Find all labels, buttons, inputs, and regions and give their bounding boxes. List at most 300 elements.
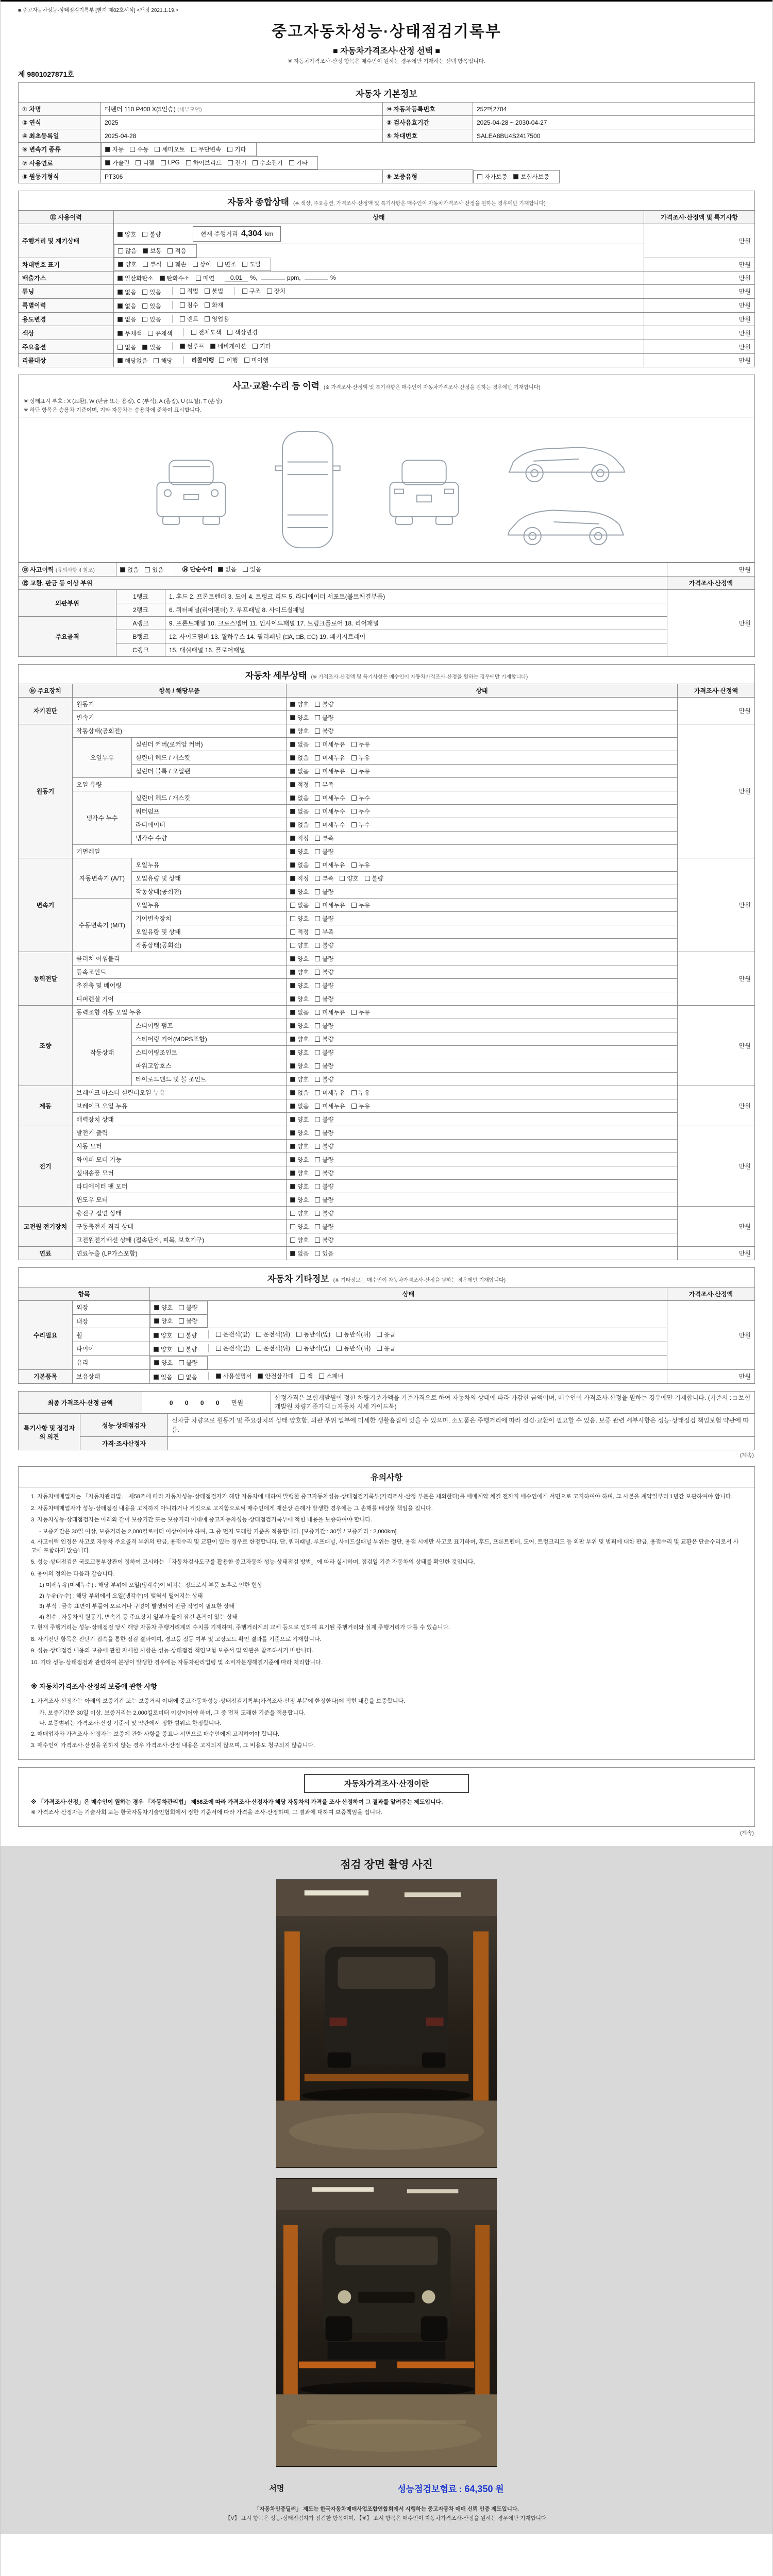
checkbox-양호[interactable]: 양호 [290, 1169, 309, 1177]
checkbox-box [290, 809, 295, 814]
checkbox-렌트[interactable]: 렌트 [180, 315, 198, 323]
checkbox-색상변경[interactable]: 색상변경 [227, 328, 257, 336]
checkbox-양호[interactable]: 양호 [290, 1156, 309, 1164]
checkbox-미세누유[interactable]: 미세누유 [315, 861, 345, 869]
checkbox-누유[interactable]: 누유 [351, 767, 370, 775]
price-cell: 만원 [644, 258, 755, 272]
checkbox-box [315, 996, 320, 1002]
checkbox-box [242, 262, 247, 267]
item-label: 스티어링 기어(MDPS포함) [132, 1032, 287, 1046]
checkbox-없음[interactable]: 없음 [117, 288, 136, 296]
checkbox-해당[interactable]: 해당 [154, 357, 172, 365]
checkbox-양호[interactable]: 양호 [154, 1331, 172, 1340]
checkbox-불량[interactable]: 불량 [179, 1359, 197, 1367]
checkbox-동반석(앞)[interactable]: 동반석(앞) [296, 1344, 330, 1352]
usage-change-label: 용도변경 [19, 312, 114, 326]
checkbox-없음[interactable]: 없음 [290, 821, 309, 829]
checkbox-기타[interactable]: 기타 [227, 145, 246, 154]
checkbox-불량[interactable]: 불량 [315, 1156, 333, 1164]
detail-state-table [18, 684, 755, 1260]
appraiser-label: 가격·조사산정자 [80, 1437, 168, 1450]
checkbox-적음[interactable]: 적음 [167, 247, 186, 255]
checkbox-응급[interactable]: 응급 [377, 1344, 395, 1352]
checkbox-운전석(뒤)[interactable]: 운전석(뒤) [256, 1330, 290, 1338]
checkbox-도말[interactable]: 도말 [242, 260, 261, 268]
checkbox-불량[interactable]: 불량 [315, 1236, 333, 1244]
checkbox-부식[interactable]: 부식 [143, 260, 161, 268]
checkbox-불량[interactable]: 불량 [179, 1303, 197, 1312]
checkbox-스패너[interactable]: 스패너 [319, 1372, 343, 1380]
checkbox-불량[interactable]: 불량 [315, 848, 333, 856]
notice-list [19, 1487, 754, 1676]
subtitle-note: ※ 자동차가격조사·산정 항목은 매수인이 원하는 경우에만 기재하는 선택 항목입니다. [288, 58, 485, 64]
checkbox-없음[interactable]: 없음 [290, 861, 309, 869]
price-cell: 만원 [678, 1086, 755, 1126]
checkbox-미세누수[interactable]: 미세누수 [315, 807, 345, 816]
checkbox-미세누유[interactable]: 미세누유 [315, 1102, 345, 1110]
checkbox-자동[interactable]: 자동 [105, 145, 124, 154]
checkbox-box [290, 1077, 295, 1082]
checkbox-부족[interactable]: 부족 [315, 928, 333, 936]
checkbox-양호[interactable]: 양호 [290, 995, 309, 1003]
checkbox-일산화탄소[interactable]: 일산화탄소 [117, 274, 154, 282]
price-cell: 만원 [644, 340, 755, 354]
checkbox-box [315, 1090, 320, 1095]
detail-row [19, 1019, 755, 1032]
detail-row [19, 791, 755, 805]
checkbox-불량[interactable]: 불량 [315, 1169, 333, 1177]
checkbox-box [315, 782, 320, 787]
row-color [19, 326, 755, 340]
checkbox-box [178, 1333, 183, 1338]
checkbox-자가보증[interactable]: 자가보증 [477, 173, 507, 181]
checkbox-양호[interactable]: 양호 [290, 1129, 309, 1137]
checkbox-있음[interactable]: 있음 [154, 1373, 172, 1381]
checkbox-유채색[interactable]: 유채색 [148, 329, 172, 337]
checkbox-없음[interactable]: 없음 [290, 1102, 309, 1110]
checkbox-훼손[interactable]: 훼손 [167, 260, 186, 268]
checkbox-box [290, 916, 295, 921]
notice-item: 1. 가격조사·산정자는 아래의 보증기간 또는 보증거리 이내에 중고자동차성능·상태점검기록부(가격조사·산정 부분에 한정한다)에 적힌 내용을 보증합니다. [31, 1698, 406, 1705]
checkbox-양호[interactable]: 양호 [154, 1303, 173, 1312]
checkbox-box [290, 943, 295, 948]
section-accident-title: 사고·교환·수리 등 이력 (※ 가격조사·산정액 및 특기사항은 매수인이 자동차가격조사·산정을 원하는 경우에만 기재합니다) [18, 375, 755, 394]
checkbox-운전석(앞)[interactable]: 운전석(앞) [216, 1330, 250, 1338]
checkbox-양호[interactable]: 양호 [290, 1209, 309, 1217]
checkbox-기타[interactable]: 기타 [253, 342, 271, 350]
checkbox-양호[interactable]: 양호 [290, 1115, 309, 1124]
checkbox-응급[interactable]: 응급 [377, 1330, 395, 1338]
checkbox-box [290, 1117, 295, 1122]
checkbox-탄화수소[interactable]: 탄화수소 [160, 274, 190, 282]
item-label: 배력장치 상태 [73, 1113, 287, 1126]
checkbox-양호[interactable]: 양호 [290, 941, 309, 950]
checkbox-누유[interactable]: 누유 [351, 1008, 370, 1016]
checkbox-부족[interactable]: 부족 [315, 834, 333, 842]
device-group-label: 조향 [19, 1006, 73, 1086]
checkbox-불량[interactable]: 불량 [315, 700, 333, 708]
checkbox-누수[interactable]: 누수 [351, 821, 370, 829]
checkbox-구조[interactable]: 구조 [242, 287, 261, 295]
checkbox-불량[interactable]: 불량 [178, 1331, 197, 1340]
notice-subitem: 4) 침수 : 자동차의 원동기, 변속기 등 주요장치 일부가 물에 잠긴 흔적이 있는 상태 [39, 1614, 238, 1620]
detail-row [19, 724, 755, 738]
checkbox-수동[interactable]: 수동 [130, 145, 148, 154]
checkbox-동반석(뒤)[interactable]: 동반석(뒤) [337, 1330, 371, 1338]
state-options [287, 858, 678, 872]
checkbox-동반석(뒤)[interactable]: 동반석(뒤) [337, 1344, 371, 1352]
item-label: 기어변속장치 [132, 912, 287, 925]
checkbox-양호[interactable]: 양호 [154, 1317, 173, 1325]
checkbox-불량[interactable]: 불량 [315, 995, 333, 1003]
checkbox-box [117, 276, 123, 281]
checkbox-양호[interactable]: 양호 [340, 874, 358, 883]
price-appraisal-info-title: 자동차가격조사·산정이란 [304, 1774, 469, 1793]
checkbox-누유[interactable]: 누유 [351, 754, 370, 762]
checkbox-양호[interactable]: 양호 [290, 1223, 309, 1231]
checkbox-있음[interactable]: 있음 [315, 1249, 333, 1258]
item-label: 실린더 헤드 / 개스킷 [132, 791, 287, 805]
row-appraiser-remarks [19, 1437, 755, 1450]
glass-options [150, 1356, 208, 1369]
checkbox-box [290, 876, 295, 881]
checkbox-있음[interactable]: 있음 [142, 315, 161, 324]
state-options [287, 885, 678, 899]
checkbox-네비게이션[interactable]: 네비게이션 [210, 342, 246, 350]
checkbox-양호[interactable]: 양호 [290, 1022, 309, 1030]
checkbox-있음[interactable]: 있음 [142, 302, 161, 310]
checkbox-없음[interactable]: 없음 [290, 754, 309, 762]
checkbox-없음[interactable]: 없음 [120, 566, 139, 574]
checkbox-무단변속[interactable]: 무단변속 [191, 145, 221, 154]
checkbox-불량[interactable]: 불량 [315, 955, 333, 963]
checkbox-변조[interactable]: 변조 [217, 260, 236, 268]
checkbox-box [351, 903, 357, 908]
checkbox-없음[interactable]: 없음 [117, 302, 136, 310]
checkbox-없음[interactable]: 없음 [178, 1373, 197, 1381]
state-options [287, 1086, 678, 1099]
item-label: 클러치 어셈블리 [73, 952, 287, 965]
price-cell: 만원 [667, 563, 755, 577]
state-options [287, 1247, 678, 1260]
checkbox-가솔린[interactable]: 가솔린 [105, 159, 129, 167]
vin-mark-label: 차대번호 표기 [19, 258, 114, 272]
checkbox-box [315, 916, 320, 921]
checkbox-box [296, 1346, 301, 1351]
checkbox-box [117, 303, 123, 309]
checkbox-양호[interactable]: 양호 [117, 230, 136, 239]
checkbox-미세누유[interactable]: 미세누유 [315, 767, 345, 775]
checkbox-디젤[interactable]: 디젤 [136, 159, 154, 167]
checkbox-양호[interactable]: 양호 [290, 848, 309, 856]
checkbox-box [117, 317, 123, 322]
item-label: 실린더 블록 / 오일팬 [132, 765, 287, 778]
checkbox-미이행[interactable]: 미이행 [244, 356, 268, 364]
checkbox-box [315, 822, 320, 827]
checkbox-안전삼각대[interactable]: 안전삼각대 [258, 1372, 294, 1380]
state-options [287, 1153, 678, 1166]
checkbox-양호[interactable]: 양호 [290, 1075, 309, 1083]
checkbox-box [377, 1346, 382, 1351]
item-label: 타이로드엔드 및 볼 조인트 [132, 1073, 287, 1086]
checkbox-box [315, 1144, 320, 1149]
checkbox-세미오토[interactable]: 세미오토 [155, 145, 184, 154]
checkbox-누유[interactable]: 누유 [351, 1089, 370, 1097]
checkbox-불량[interactable]: 불량 [315, 1129, 333, 1137]
checkbox-없음[interactable]: 없음 [290, 794, 309, 802]
checkbox-box [243, 567, 248, 572]
checkbox-적정[interactable]: 적정 [290, 781, 309, 789]
checkbox-불량[interactable]: 불량 [315, 1022, 333, 1030]
checkbox-없음[interactable]: 없음 [290, 740, 309, 749]
model-year-value: 2025 [101, 116, 383, 129]
checkbox-box [315, 889, 320, 894]
price-cell: 만원 [678, 724, 755, 858]
checkbox-전기[interactable]: 전기 [228, 159, 246, 167]
checkbox-침수[interactable]: 침수 [180, 301, 198, 309]
checkbox-불량[interactable]: 불량 [315, 1182, 333, 1191]
checkbox-적정[interactable]: 적정 [290, 834, 309, 842]
checkbox-불량[interactable]: 불량 [315, 888, 333, 896]
checkbox-box [205, 289, 210, 294]
checkbox-화재[interactable]: 화재 [205, 301, 223, 309]
checkbox-불량[interactable]: 불량 [315, 968, 333, 976]
checkbox-box [290, 1010, 295, 1015]
checkbox-box [315, 1050, 320, 1055]
checkbox-장치[interactable]: 장치 [267, 287, 285, 295]
checkbox-불량[interactable]: 불량 [315, 1196, 333, 1204]
checkbox-양호[interactable]: 양호 [118, 260, 137, 268]
checkbox-무채색[interactable]: 무채색 [117, 329, 142, 337]
checkbox-box [351, 822, 357, 827]
state-options [287, 872, 678, 885]
item-label: 구동축전지 격리 상태 [73, 1220, 287, 1233]
checkbox-썬루프[interactable]: 썬루프 [180, 342, 204, 350]
checkbox-미세누유[interactable]: 미세누유 [315, 740, 345, 749]
checkbox-없음[interactable]: 없음 [290, 1008, 309, 1016]
state-options [287, 805, 678, 818]
state-options [287, 952, 678, 965]
checkbox-적정[interactable]: 적정 [290, 928, 309, 936]
device-group-label: 동력전달 [19, 952, 73, 1006]
checkbox-없음[interactable]: 없음 [290, 901, 309, 909]
checkbox-box [148, 331, 153, 336]
checkbox-미세누유[interactable]: 미세누유 [315, 1089, 345, 1097]
checkbox-양호[interactable]: 양호 [290, 727, 309, 735]
checkbox-양호[interactable]: 양호 [154, 1359, 173, 1367]
transmission-options [101, 143, 257, 156]
checkbox-부족[interactable]: 부족 [315, 874, 333, 883]
checkbox-양호[interactable]: 양호 [290, 1048, 309, 1057]
checkbox-양호[interactable]: 양호 [290, 1142, 309, 1150]
checkbox-매연[interactable]: 매연 [196, 274, 214, 282]
checkbox-불량[interactable]: 불량 [315, 1223, 333, 1231]
checkbox-box [315, 956, 320, 961]
checkbox-box [365, 876, 370, 881]
checkbox-없음[interactable]: 없음 [290, 1249, 309, 1258]
col-price: 가격조사·산정액 및 특기사항 [644, 211, 755, 224]
checkbox-기타[interactable]: 기타 [289, 159, 308, 167]
checkbox-미세누수[interactable]: 미세누수 [315, 794, 345, 802]
checkbox-없음[interactable]: 없음 [290, 807, 309, 816]
checkbox-없음[interactable]: 없음 [218, 565, 237, 573]
item-label: 워터펌프 [132, 805, 287, 818]
checkbox-불량[interactable]: 불량 [315, 1142, 333, 1150]
checkbox-누수[interactable]: 누수 [351, 807, 370, 816]
final-price-label: 최종 가격조사·산정 금액 [19, 1391, 142, 1414]
checkbox-양호[interactable]: 양호 [290, 1062, 309, 1070]
notice-subitem: 2) 누유(누수) : 해당 부위에서 오일(냉각수)이 맺혀서 떨어지는 상태 [39, 1592, 203, 1599]
checkbox-box [315, 715, 320, 720]
checkbox-양호[interactable]: 양호 [290, 968, 309, 976]
state-options [287, 1059, 678, 1073]
checkbox-LPG[interactable]: LPG [161, 160, 180, 166]
checkbox-이행[interactable]: 이행 [219, 356, 238, 364]
checkbox-있음[interactable]: 있음 [142, 343, 161, 351]
checkbox-불량[interactable]: 불량 [315, 1048, 333, 1057]
checkbox-양호[interactable]: 양호 [290, 888, 309, 896]
checkbox-box [351, 1090, 357, 1095]
checkbox-부족[interactable]: 부족 [315, 781, 333, 789]
checkbox-누수[interactable]: 누수 [351, 794, 370, 802]
checkbox-양호[interactable]: 양호 [290, 1182, 309, 1191]
checkbox-양호[interactable]: 양호 [290, 714, 309, 722]
checkbox-없음[interactable]: 없음 [117, 343, 136, 351]
checkbox-양호[interactable]: 양호 [290, 914, 309, 923]
checkbox-해당없음[interactable]: 해당없음 [117, 357, 147, 365]
col-item: 항목 / 해당부품 [73, 684, 287, 698]
checkbox-없음[interactable]: 없음 [290, 1089, 309, 1097]
checkbox-미세누유[interactable]: 미세누유 [315, 754, 345, 762]
interior-options [150, 1314, 208, 1328]
checkbox-불법[interactable]: 불법 [205, 287, 223, 295]
checkbox-양호[interactable]: 양호 [290, 1196, 309, 1204]
checkbox-불량[interactable]: 불량 [315, 727, 333, 735]
checkbox-box [216, 1374, 221, 1379]
checkbox-box [290, 1037, 295, 1042]
checkbox-누유[interactable]: 누유 [351, 861, 370, 869]
recall-label: 리콜대상 [19, 354, 114, 367]
item-label: 고전원전기배선 상태 (접속단자, 피복, 보호기구) [73, 1233, 287, 1247]
item-label: 오일유량 및 상태 [132, 872, 287, 885]
checkbox-하이브리드[interactable]: 하이브리드 [186, 159, 222, 167]
checkbox-있음[interactable]: 있음 [145, 566, 163, 574]
checkbox-수소전기[interactable]: 수소전기 [253, 159, 282, 167]
checkbox-불량[interactable]: 불량 [315, 1062, 333, 1070]
checkbox-box [315, 769, 320, 774]
checkbox-양호[interactable]: 양호 [290, 955, 309, 963]
checkbox-box [290, 849, 295, 854]
checkbox-운전석(뒤)[interactable]: 운전석(뒤) [256, 1344, 290, 1352]
checkbox-불량[interactable]: 불량 [315, 981, 333, 990]
checkbox-보통[interactable]: 보통 [143, 247, 161, 255]
checkbox-불량[interactable]: 불량 [315, 1075, 333, 1083]
checkbox-불량[interactable]: 불량 [142, 230, 161, 239]
photo-1-graphic [276, 1879, 497, 2168]
checkbox-잭[interactable]: 잭 [300, 1372, 313, 1380]
document-number: 제 9801027871호 [18, 70, 74, 78]
checkbox-많음[interactable]: 많음 [118, 247, 137, 255]
checkbox-불량[interactable]: 불량 [315, 914, 333, 923]
checkbox-미세누유[interactable]: 미세누유 [315, 1008, 345, 1016]
detail-row [19, 858, 755, 872]
checkbox-적법[interactable]: 적법 [180, 287, 198, 295]
checkbox-불량[interactable]: 불량 [365, 874, 383, 883]
checkbox-있음[interactable]: 있음 [142, 288, 161, 296]
footer-notes [1, 2499, 772, 2528]
checkbox-불량[interactable]: 불량 [179, 1317, 197, 1325]
checkbox-누유[interactable]: 누유 [351, 1102, 370, 1110]
device-subgroup-label: 자동변속기 (A/T) [73, 858, 132, 899]
detail-row [19, 1126, 755, 1140]
checkbox-불량[interactable]: 불량 [315, 941, 333, 950]
rank-items: 12. 사이드멤버 13. 휠하우스 14. 필러패널 (□A, □B, □C) 19. 패키지트레이 [165, 630, 667, 643]
checkbox-box [253, 344, 258, 349]
checkbox-불량[interactable]: 불량 [315, 1035, 333, 1043]
state-options [287, 845, 678, 858]
checkbox-전체도색[interactable]: 전체도색 [191, 328, 221, 336]
checkbox-있음[interactable]: 있음 [243, 565, 261, 573]
tire-options [150, 1342, 667, 1355]
checkbox-미세누유[interactable]: 미세누유 [315, 901, 345, 909]
engine-type-value: PT306 [101, 170, 383, 183]
item-label: 오일 유량 [73, 778, 287, 791]
checkbox-양호[interactable]: 양호 [290, 1035, 309, 1043]
checkbox-box [205, 302, 210, 308]
checkbox-불량[interactable]: 불량 [178, 1345, 197, 1353]
rank-row [19, 603, 755, 617]
checkbox-누유[interactable]: 누유 [351, 740, 370, 749]
checkbox-양호[interactable]: 양호 [154, 1345, 172, 1353]
checkbox-상이[interactable]: 상이 [193, 260, 211, 268]
checkbox-양호[interactable]: 양호 [290, 700, 309, 708]
detail-row [19, 711, 755, 724]
price-cell: 만원 [644, 326, 755, 340]
checkbox-누유[interactable]: 누유 [351, 901, 370, 909]
checkbox-box [290, 782, 295, 787]
section-overall-title: 자동차 종합상태 (※ 색상, 주요옵션, 가격조사·산정액 및 특기사항은 매수인이 자동차가격조사·산정을 원하는 경우에만 기재합니다) [18, 191, 755, 210]
checkbox-불량[interactable]: 불량 [315, 714, 333, 722]
checkbox-적정[interactable]: 적정 [290, 874, 309, 883]
model-year-label: ② 연식 [19, 116, 101, 129]
notice-item: 3. 매수인이 가격조사·산정을 원하지 않는 경우 가격조사·산정 내용은 고지되지 않으며, 그 비용도 청구되지 않습니다. [31, 1742, 315, 1749]
checkbox-동반석(앞)[interactable]: 동반석(앞) [296, 1330, 330, 1338]
col-detail-price: 가격조사·산정액 [678, 684, 755, 698]
checkbox-불량[interactable]: 불량 [315, 1209, 333, 1217]
checkbox-없음[interactable]: 없음 [117, 315, 136, 324]
final-price-table [18, 1391, 755, 1414]
checkbox-운전석(앞)[interactable]: 운전석(앞) [216, 1344, 250, 1352]
section-overall-state [18, 191, 755, 367]
checkbox-양호[interactable]: 양호 [290, 981, 309, 990]
checkbox-양호[interactable]: 양호 [290, 1236, 309, 1244]
notice-item: 7. 현재 주행거리는 성능·상태점검 당시 해당 자동차 주행거리계의 수치를 기재하며, 주행거리계의 교체 등으로 인하여 표기된 주행거리와 실제 주행거리가 다를 수 있습니다. [31, 1624, 450, 1631]
checkbox-box [118, 248, 123, 253]
detail-row [19, 698, 755, 711]
state-options [287, 965, 678, 979]
checkbox-미세누수[interactable]: 미세누수 [315, 821, 345, 829]
checkbox-사용설명서[interactable]: 사용설명서 [216, 1372, 252, 1380]
accident-mark-notes: ※ 상태표시 부호 : X (교환), W (판금 또는 용접), C (부식), A (흠집), U (요철), T (손상) ※ 하단 항목은 승용차 기준이며, 기타 자동차는 승용차에 준하여 표시합니다. [18, 394, 755, 417]
checkbox-box [154, 1318, 159, 1324]
checkbox-보험사보증[interactable]: 보험사보증 [513, 173, 549, 181]
checkbox-box [290, 862, 295, 868]
page-title: 중고자동차성능·상태점검기록부 [272, 23, 501, 40]
checkbox-없음[interactable]: 없음 [290, 767, 309, 775]
checkbox-box [290, 822, 295, 827]
checkbox-불량[interactable]: 불량 [315, 1115, 333, 1124]
checkbox-영업용[interactable]: 영업용 [205, 315, 229, 323]
